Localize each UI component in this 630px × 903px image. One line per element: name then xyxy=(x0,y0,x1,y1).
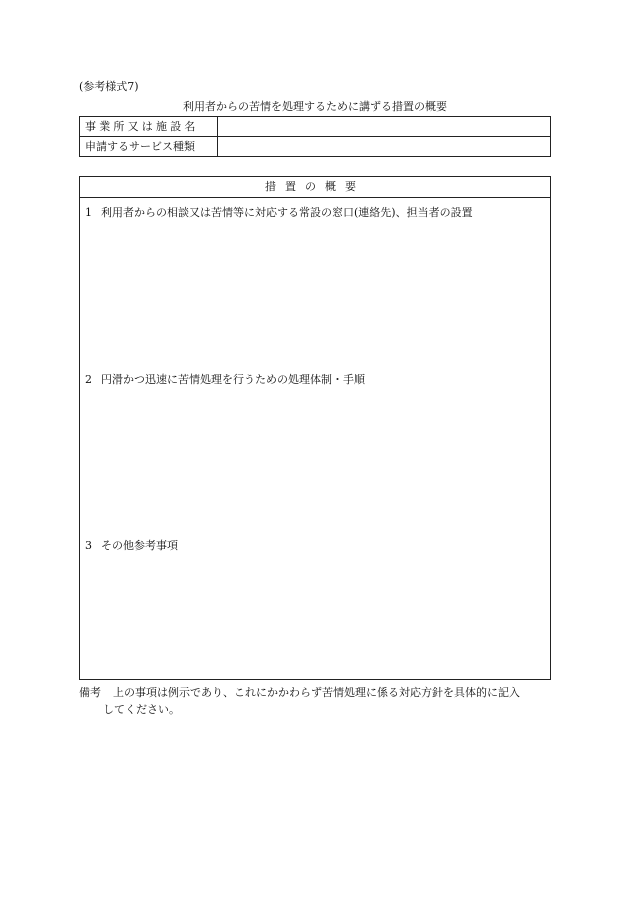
info-table xyxy=(79,116,551,157)
section-number: 1 xyxy=(85,206,92,219)
section-other-notes[interactable] xyxy=(85,539,178,553)
remarks-label: 備考 xyxy=(79,686,101,699)
section-text: その他参考事項 xyxy=(101,539,178,552)
remarks-line-1: 上の事項は例示であり、これにかかわらず苦情処理に係る対応方針を具体的に記入 xyxy=(113,686,520,699)
remarks xyxy=(79,684,559,718)
service-type-field[interactable] xyxy=(218,137,551,157)
section-text: 円滑かつ迅速に苦情処理を行うための処理体制・手順 xyxy=(101,373,365,386)
section-text: 利用者からの相談又は苦情等に対応する常設の窓口(連絡先)、担当者の設置 xyxy=(101,206,473,219)
document-title: 利用者からの苦情を処理するために講ずる措置の概要 xyxy=(183,100,447,113)
section-number: 2 xyxy=(85,373,92,386)
section-number: 3 xyxy=(85,539,92,552)
service-type-label: 申請するサービス種類 xyxy=(80,137,218,157)
section-contact-window[interactable] xyxy=(85,206,473,220)
section-handling-system[interactable] xyxy=(85,373,365,387)
remarks-line-2: してください。 xyxy=(103,703,180,716)
table-row xyxy=(80,117,551,137)
measures-box xyxy=(79,176,551,680)
reference-label: (参考様式7) xyxy=(79,80,139,93)
facility-name-field[interactable] xyxy=(218,117,551,137)
table-row xyxy=(80,137,551,157)
facility-name-label: 事業所又は施設名 xyxy=(80,117,218,137)
measures-header: 措置の概要 xyxy=(80,177,550,198)
